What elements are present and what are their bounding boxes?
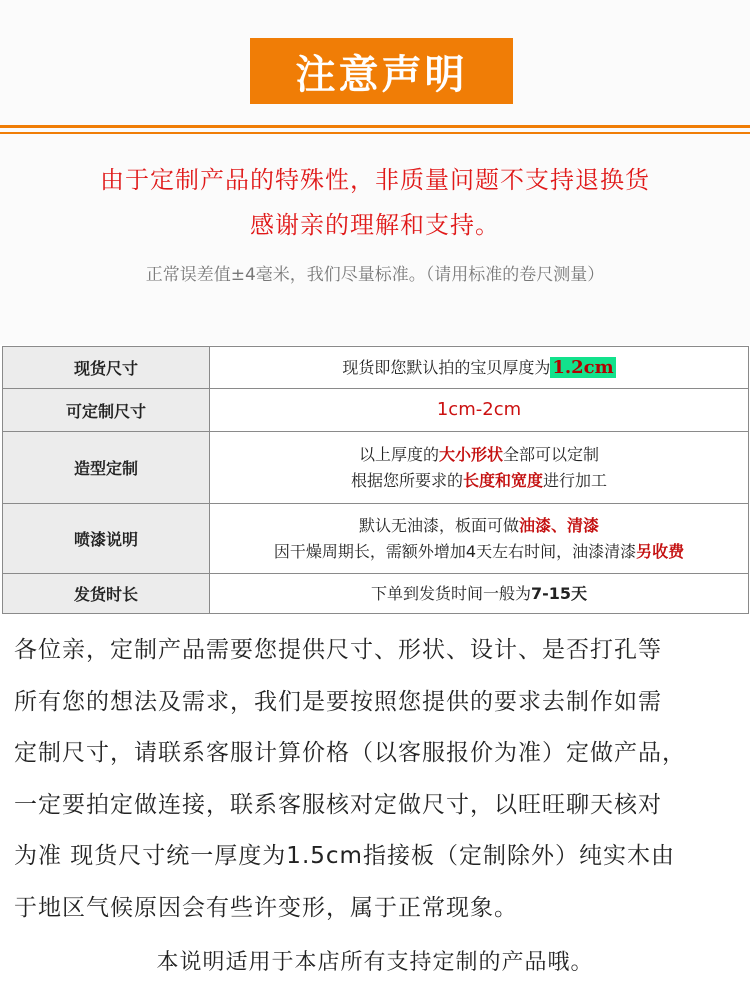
table-row	[3, 347, 749, 389]
row-value	[210, 347, 749, 389]
divider	[0, 132, 750, 134]
value-highlight: 大小形状	[438, 444, 503, 464]
table-row	[3, 432, 749, 504]
value-text: 下单到发货时间一般为	[370, 583, 531, 603]
value-highlight: 另收费	[636, 541, 685, 561]
spec-table	[2, 346, 749, 614]
value-highlight: 油漆、清漆	[519, 515, 600, 535]
row-value	[210, 432, 749, 504]
row-label: 发货时长	[3, 574, 210, 614]
value-text: 根据您所要求的	[350, 470, 463, 490]
tolerance-note: 正常误差值±4毫米，我们尽量标准。（请用标准的卷尺测量）	[145, 265, 605, 285]
shipping-time: 7-15天	[530, 583, 588, 603]
row-label: 造型定制	[3, 432, 210, 504]
description-line: 一定要拍定做连接，联系客服核对定做尺寸，以旺旺聊天核对	[14, 791, 662, 818]
value-line	[210, 442, 748, 468]
page-title: 注意声明	[250, 38, 513, 104]
row-value	[210, 389, 749, 432]
table-row	[3, 504, 749, 574]
table-row	[3, 574, 749, 614]
divider	[0, 125, 750, 128]
row-label: 可定制尺寸	[3, 389, 210, 432]
description-line: 各位亲，定制产品需要您提供尺寸、形状、设计、是否打孔等	[14, 637, 662, 663]
customization-description	[14, 625, 744, 934]
description-line: 为准 现货尺寸统一厚度为1.5cm指接板（定制除外）纯实木由	[14, 843, 675, 869]
value-line	[210, 468, 748, 494]
value-highlight: 长度和宽度	[462, 470, 543, 490]
footer-note: 本说明适用于本店所有支持定制的产品哦。	[156, 950, 594, 975]
value-text: 现货即您默认拍的宝贝厚度为	[342, 357, 551, 377]
value-text: 全部可以定制	[503, 444, 600, 464]
row-value	[210, 504, 749, 574]
value-text: 进行加工	[543, 470, 608, 490]
row-value	[210, 574, 749, 614]
description-line: 于地区气候原因会有些许变形，属于正常现象。	[14, 894, 518, 921]
row-label: 现货尺寸	[3, 347, 210, 389]
thickness-highlight: 1.2cm	[552, 356, 614, 378]
value-line	[210, 513, 748, 539]
value-text: 默认无油漆，板面可做	[358, 515, 519, 535]
description-line: 所有您的想法及需求，我们是要按照您提供的要求去制作如需	[14, 688, 662, 715]
value-text: 因干燥周期长，需额外增加4天左右时间，油漆清漆	[273, 541, 637, 561]
value-text: 以上厚度的	[358, 444, 439, 464]
thanks-notice: 感谢亲的理解和支持。	[250, 211, 500, 239]
value-line	[210, 539, 748, 565]
description-line: 定制尺寸，请联系客服计算价格（以客服报价为准）定做产品，	[14, 740, 686, 766]
no-return-notice: 由于定制产品的特殊性，非质量问题不支持退换货	[100, 166, 650, 194]
custom-size-range: 1cm-2cm	[436, 399, 522, 420]
table-row	[3, 389, 749, 432]
row-label: 喷漆说明	[3, 504, 210, 574]
